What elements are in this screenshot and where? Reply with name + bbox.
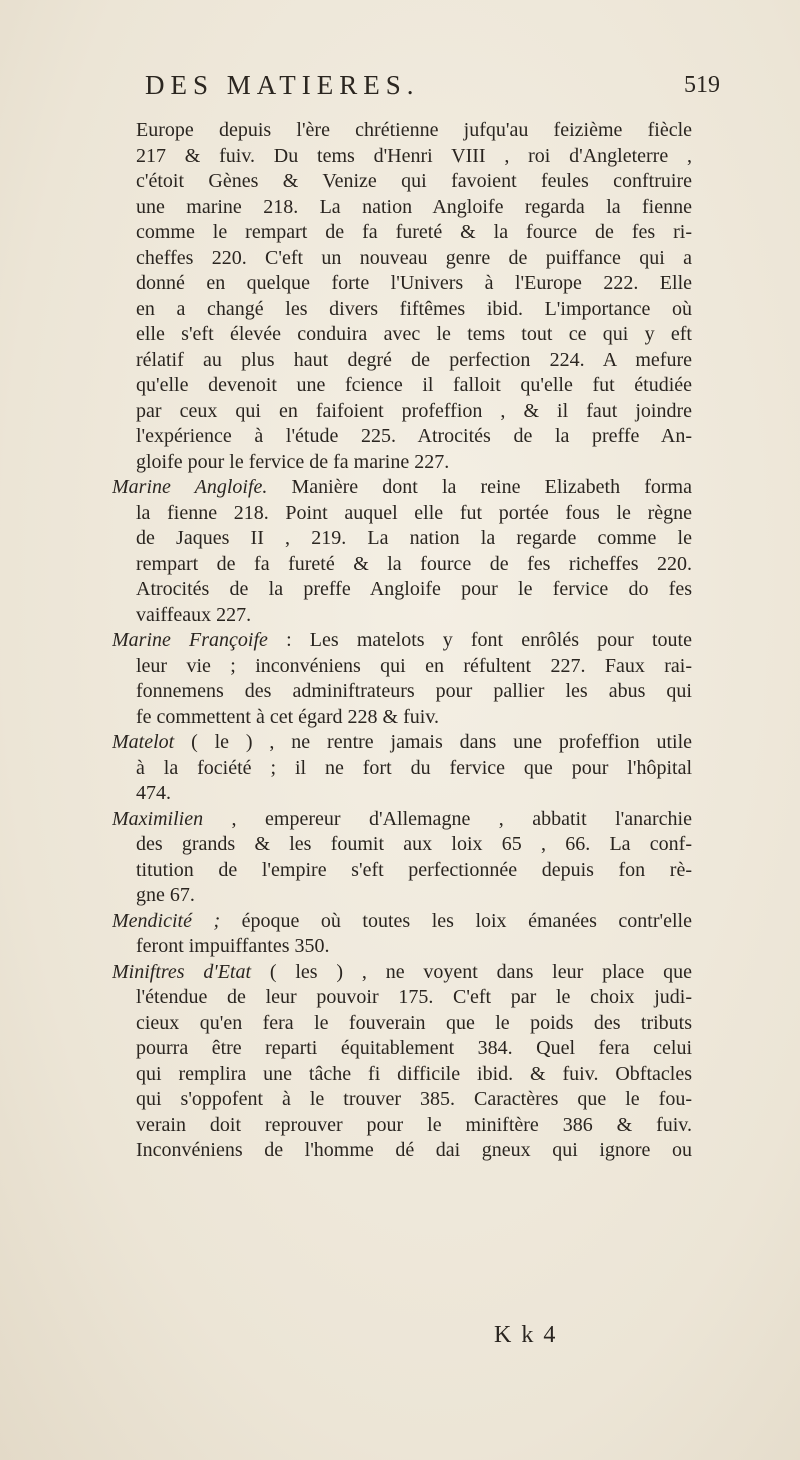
index-line-text: ( les ) , ne voyent dans leur place que bbox=[251, 960, 692, 983]
index-line-text: fe commettent à cet égard 228 & fuiv. bbox=[136, 705, 440, 728]
index-text-line bbox=[112, 373, 692, 399]
index-text-line bbox=[112, 501, 692, 527]
index-line-text: titution de l'empire s'eft perfectionnée depuis fon rè- bbox=[136, 858, 692, 881]
index-line-text: feront impuiffantes 350. bbox=[136, 935, 330, 957]
index-line-text: à la fociété ; il ne fort du fervice que pour l'hôpital bbox=[136, 756, 692, 779]
index-line-text: rempart de fa fureté & la fource de fes richeffes 220. bbox=[136, 552, 692, 575]
index-line-text: cheffes 220. C'eft un nouveau genre de puiffance qui a bbox=[136, 246, 692, 269]
index-text-line bbox=[112, 399, 692, 425]
index-entry-first-line bbox=[112, 909, 692, 935]
index-entry-first-line bbox=[112, 475, 692, 501]
index-line-text: pourra être reparti équitablement 384. Quel fera celui bbox=[136, 1037, 692, 1059]
index-line-text: qui remplira une tâche fi difficile ibid. & fuiv. Obftacles bbox=[136, 1062, 692, 1085]
index-line-text: verain doit reprouver pour le miniftère 386 & fuiv. bbox=[136, 1113, 692, 1136]
index-line-text: par ceux qui en faifoient profeffion , & il faut joindre bbox=[136, 399, 692, 422]
index-line-text: l'étendue de leur pouvoir 175. C'eft par le choix judi- bbox=[136, 986, 692, 1008]
index-line-text: rélatif au plus haut degré de perfection 224. A mefure bbox=[136, 348, 692, 371]
index-text-line bbox=[112, 297, 692, 323]
index-text-line bbox=[112, 1062, 692, 1088]
running-title: DES MATIERES. bbox=[145, 70, 420, 100]
index-text-line bbox=[112, 450, 692, 476]
index-entry-first-line bbox=[112, 960, 692, 986]
index-text-line bbox=[112, 985, 692, 1011]
index-text-line bbox=[112, 1036, 692, 1062]
index-text-line bbox=[112, 246, 692, 272]
index-text-line bbox=[112, 705, 692, 731]
index-text-line bbox=[112, 679, 692, 705]
index-entry-headword: Marine Angloife. bbox=[112, 476, 268, 498]
index-text-line bbox=[112, 144, 692, 170]
index-line-text: la fienne 218. Point auquel elle fut portée fous le règne bbox=[136, 501, 692, 524]
index-line-text: ( le ) , ne rentre jamais dans une profeffion utile bbox=[174, 731, 692, 753]
index-text-line bbox=[112, 1011, 692, 1037]
index-line-text: en a changé les divers fiftêmes ibid. L'importance où bbox=[136, 297, 692, 320]
index-entry-first-line bbox=[112, 807, 692, 833]
index-text-line bbox=[112, 552, 692, 578]
signature-mark: K k 4 bbox=[494, 1322, 558, 1348]
index-line-text: Atrocités de la preffe Angloife pour le fervice do fes bbox=[136, 578, 692, 600]
index-text-line bbox=[112, 756, 692, 782]
index-text-line bbox=[112, 169, 692, 195]
index-line-text: Europe depuis l'ère chrétienne jufqu'au feizième fiècle bbox=[136, 119, 692, 141]
index-text-line bbox=[112, 526, 692, 552]
index-text-line bbox=[112, 118, 692, 144]
index-line-text: fonnemens des adminiftrateurs pour pallier les abus qui bbox=[136, 680, 692, 702]
index-text-line bbox=[112, 883, 692, 909]
index-text-line bbox=[112, 603, 692, 629]
index-line-text: donné en quelque forte l'Univers à l'Europe 222. Elle bbox=[136, 272, 692, 294]
index-text-line bbox=[112, 858, 692, 884]
index-entry-first-line bbox=[112, 628, 692, 654]
index-text-line bbox=[112, 1113, 692, 1139]
index-entry-headword: Maximilien bbox=[112, 807, 204, 830]
index-text-line bbox=[112, 1087, 692, 1113]
index-line-text: c'étoit Gènes & Venize qui favoient feules conftruire bbox=[136, 170, 692, 192]
index-line-text: : Les matelots y font enrôlés pour toute bbox=[267, 629, 692, 651]
index-text-line bbox=[112, 1138, 692, 1164]
index-line-text: cieux qu'en fera le fouverain que le poids des tributs bbox=[136, 1011, 692, 1034]
index-entry-headword: Matelot bbox=[112, 731, 175, 753]
index-text-line bbox=[112, 322, 692, 348]
index-line-text: Manière dont la reine Elizabeth forma bbox=[267, 476, 692, 498]
index-line-text: gne 67. bbox=[136, 884, 195, 906]
index-entry-headword: Mendicité ; bbox=[112, 909, 221, 932]
index-line-text: vaiffeaux 227. bbox=[136, 603, 252, 626]
index-line-text: de Jaques II , 219. La nation la regarde comme le bbox=[136, 527, 692, 549]
index-entry-headword: Miniftres d'Etat bbox=[112, 960, 252, 983]
index-text-line bbox=[112, 220, 692, 246]
index-text-line bbox=[112, 577, 692, 603]
index-text-block bbox=[112, 118, 692, 1164]
index-text-line bbox=[112, 832, 692, 858]
running-head bbox=[145, 70, 720, 110]
index-text-line bbox=[112, 271, 692, 297]
index-line-text: gloife pour le fervice de fa marine 227. bbox=[136, 450, 450, 473]
index-line-text: Inconvéniens de l'homme dé dai gneux qui ignore ou bbox=[136, 1139, 692, 1161]
index-line-text: 474. bbox=[136, 782, 171, 804]
index-line-text: leur vie ; inconvéniens qui en réfultent 227. Faux rai- bbox=[136, 654, 692, 677]
index-line-text: 217 & fuiv. Du tems d'Henri VIII , roi d'Angleterre , bbox=[136, 144, 692, 167]
index-text-line bbox=[112, 934, 692, 960]
index-text-line bbox=[112, 348, 692, 374]
index-entry-headword: Marine Françoife bbox=[112, 629, 268, 651]
index-line-text: des grands & les foumit aux loix 65 , 66. La conf- bbox=[136, 833, 692, 855]
index-line-text: qu'elle devenoit une fcience il falloit qu'elle fut étudiée bbox=[136, 374, 692, 396]
index-line-text: époque où toutes les loix émanées contr'elle bbox=[220, 909, 692, 932]
page-number: 519 bbox=[684, 72, 720, 98]
index-line-text: l'expérience à l'étude 225. Atrocités de la preffe An- bbox=[136, 425, 692, 447]
index-line-text: une marine 218. La nation Angloife regarda la fienne bbox=[136, 195, 692, 218]
index-text-line bbox=[112, 424, 692, 450]
index-text-line bbox=[112, 195, 692, 221]
index-line-text: comme le rempart de fa fureté & la fource de fes ri- bbox=[136, 221, 692, 243]
index-entry-first-line bbox=[112, 730, 692, 756]
index-line-text: , empereur d'Allemagne , abbatit l'anarchie bbox=[203, 807, 692, 830]
index-text-line bbox=[112, 781, 692, 807]
index-text-line bbox=[112, 654, 692, 680]
index-line-text: qui s'oppofent à le trouver 385. Caractères que le fou- bbox=[136, 1088, 692, 1110]
index-line-text: elle s'eft élevée conduira avec le tems tout ce qui y eft bbox=[136, 323, 692, 345]
